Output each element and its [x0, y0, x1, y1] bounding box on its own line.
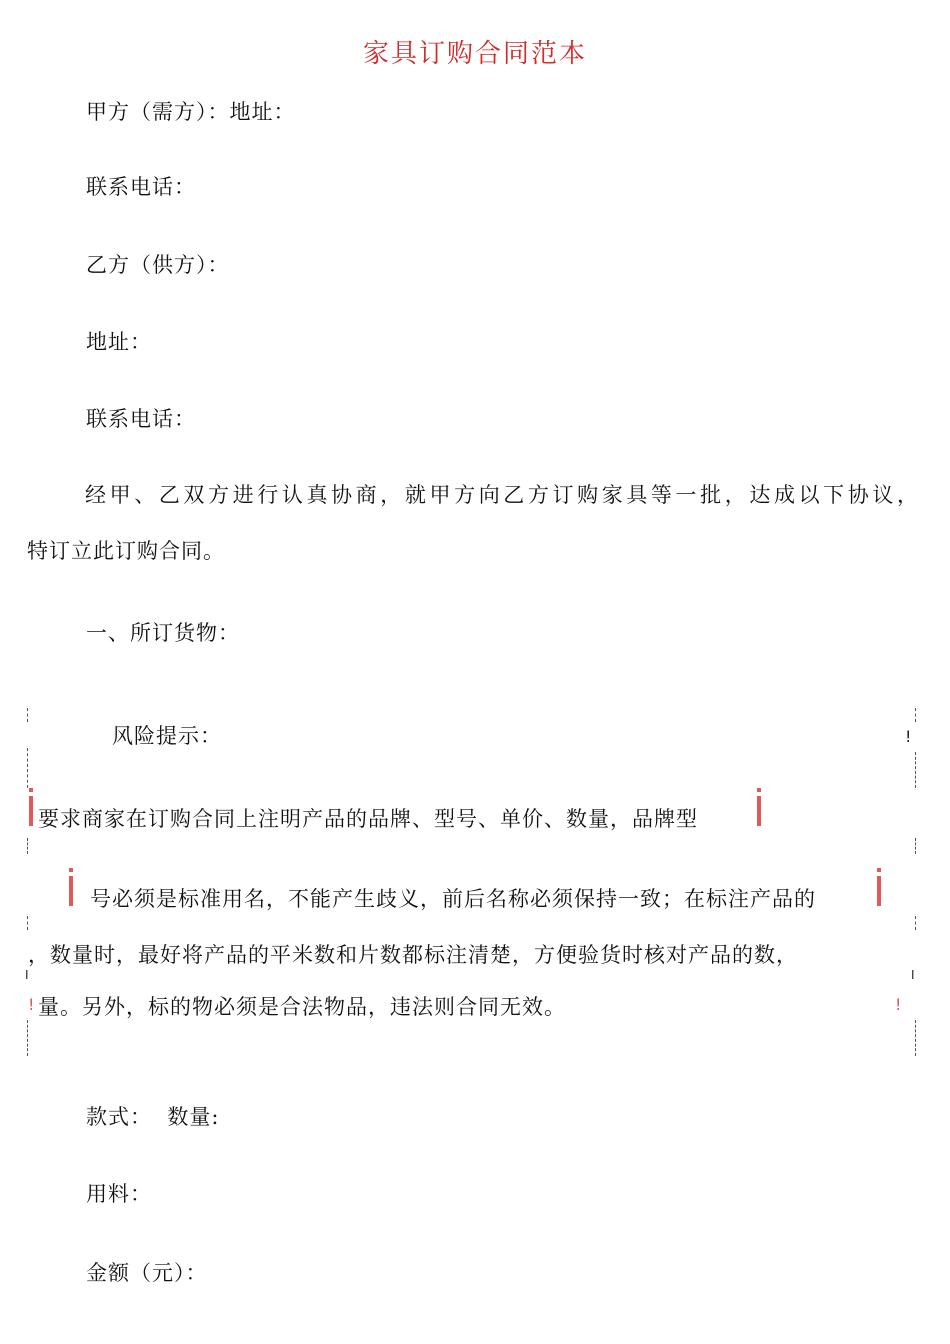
intro-line-2: 特订立此订购合同。: [27, 539, 225, 563]
marker-dot-left-1: [29, 788, 33, 792]
marker-dot-left-2: [69, 868, 73, 872]
right-exclamation-mark-top: !: [905, 727, 912, 746]
left-tick-mark: I: [25, 968, 29, 982]
risk-border-right-top: [915, 708, 916, 722]
party-a-phone-line: 联系电话：: [86, 175, 196, 199]
party-b-line: 乙方（供方）：: [86, 253, 230, 277]
risk-border-right-mid: [915, 838, 916, 854]
right-tick-mark: I: [911, 968, 915, 982]
marker-bar-right-1: [757, 796, 761, 826]
risk-text-line-2: 号必须是标准用名，不能产生歧义，前后名称必须保持一致；在标注产品的: [90, 887, 816, 911]
risk-border-right-lower: [915, 916, 916, 930]
risk-text-line-4: 量。另外，标的物必须是合法物品，违法则合同无效。: [38, 995, 566, 1019]
party-a-line: 甲方（需方）：地址：: [86, 100, 296, 124]
risk-border-left-mid: [27, 838, 28, 854]
section-1-heading: 一、所订货物：: [86, 621, 240, 645]
marker-dot-right-1: [757, 788, 761, 792]
marker-bar-right-2: [877, 876, 881, 906]
risk-border-left-lower: [27, 916, 28, 930]
party-b-phone-line: 联系电话：: [86, 407, 196, 431]
party-b-address-line: 地址：: [86, 330, 152, 354]
risk-border-right-bottom: [915, 1020, 916, 1056]
risk-border-left-top: [27, 708, 28, 722]
left-exclamation-marker: !: [28, 995, 35, 1014]
amount-line: 金额（元）：: [86, 1261, 208, 1285]
marker-dot-right-2: [877, 868, 881, 872]
intro-paragraph: [27, 482, 919, 564]
marker-bar-left-1: [29, 796, 33, 826]
document-title: 家具订购合同范本: [362, 39, 587, 69]
risk-text-line-3: ，数量时，最好将产品的平米数和片数都标注清楚，方便验货时核对产品的数，: [28, 943, 798, 967]
risk-text-line-1: 要求商家在订购合同上注明产品的品牌、型号、单价、数量，品牌型: [38, 807, 698, 831]
risk-border-right-upper: [915, 752, 916, 788]
right-exclamation-marker: !: [895, 995, 902, 1014]
style-quantity-line: 款式： 数量:: [86, 1105, 220, 1129]
intro-line-1: 经甲、乙双方进行认真协商，就甲方向乙方订购家具等一批，达成以下协议，: [85, 483, 919, 507]
marker-bar-left-2: [69, 876, 73, 906]
risk-border-left-bottom: [27, 1020, 28, 1056]
material-line: 用料：: [86, 1182, 152, 1206]
risk-border-left-upper: [27, 748, 28, 788]
risk-heading: 风险提示：: [112, 724, 222, 748]
